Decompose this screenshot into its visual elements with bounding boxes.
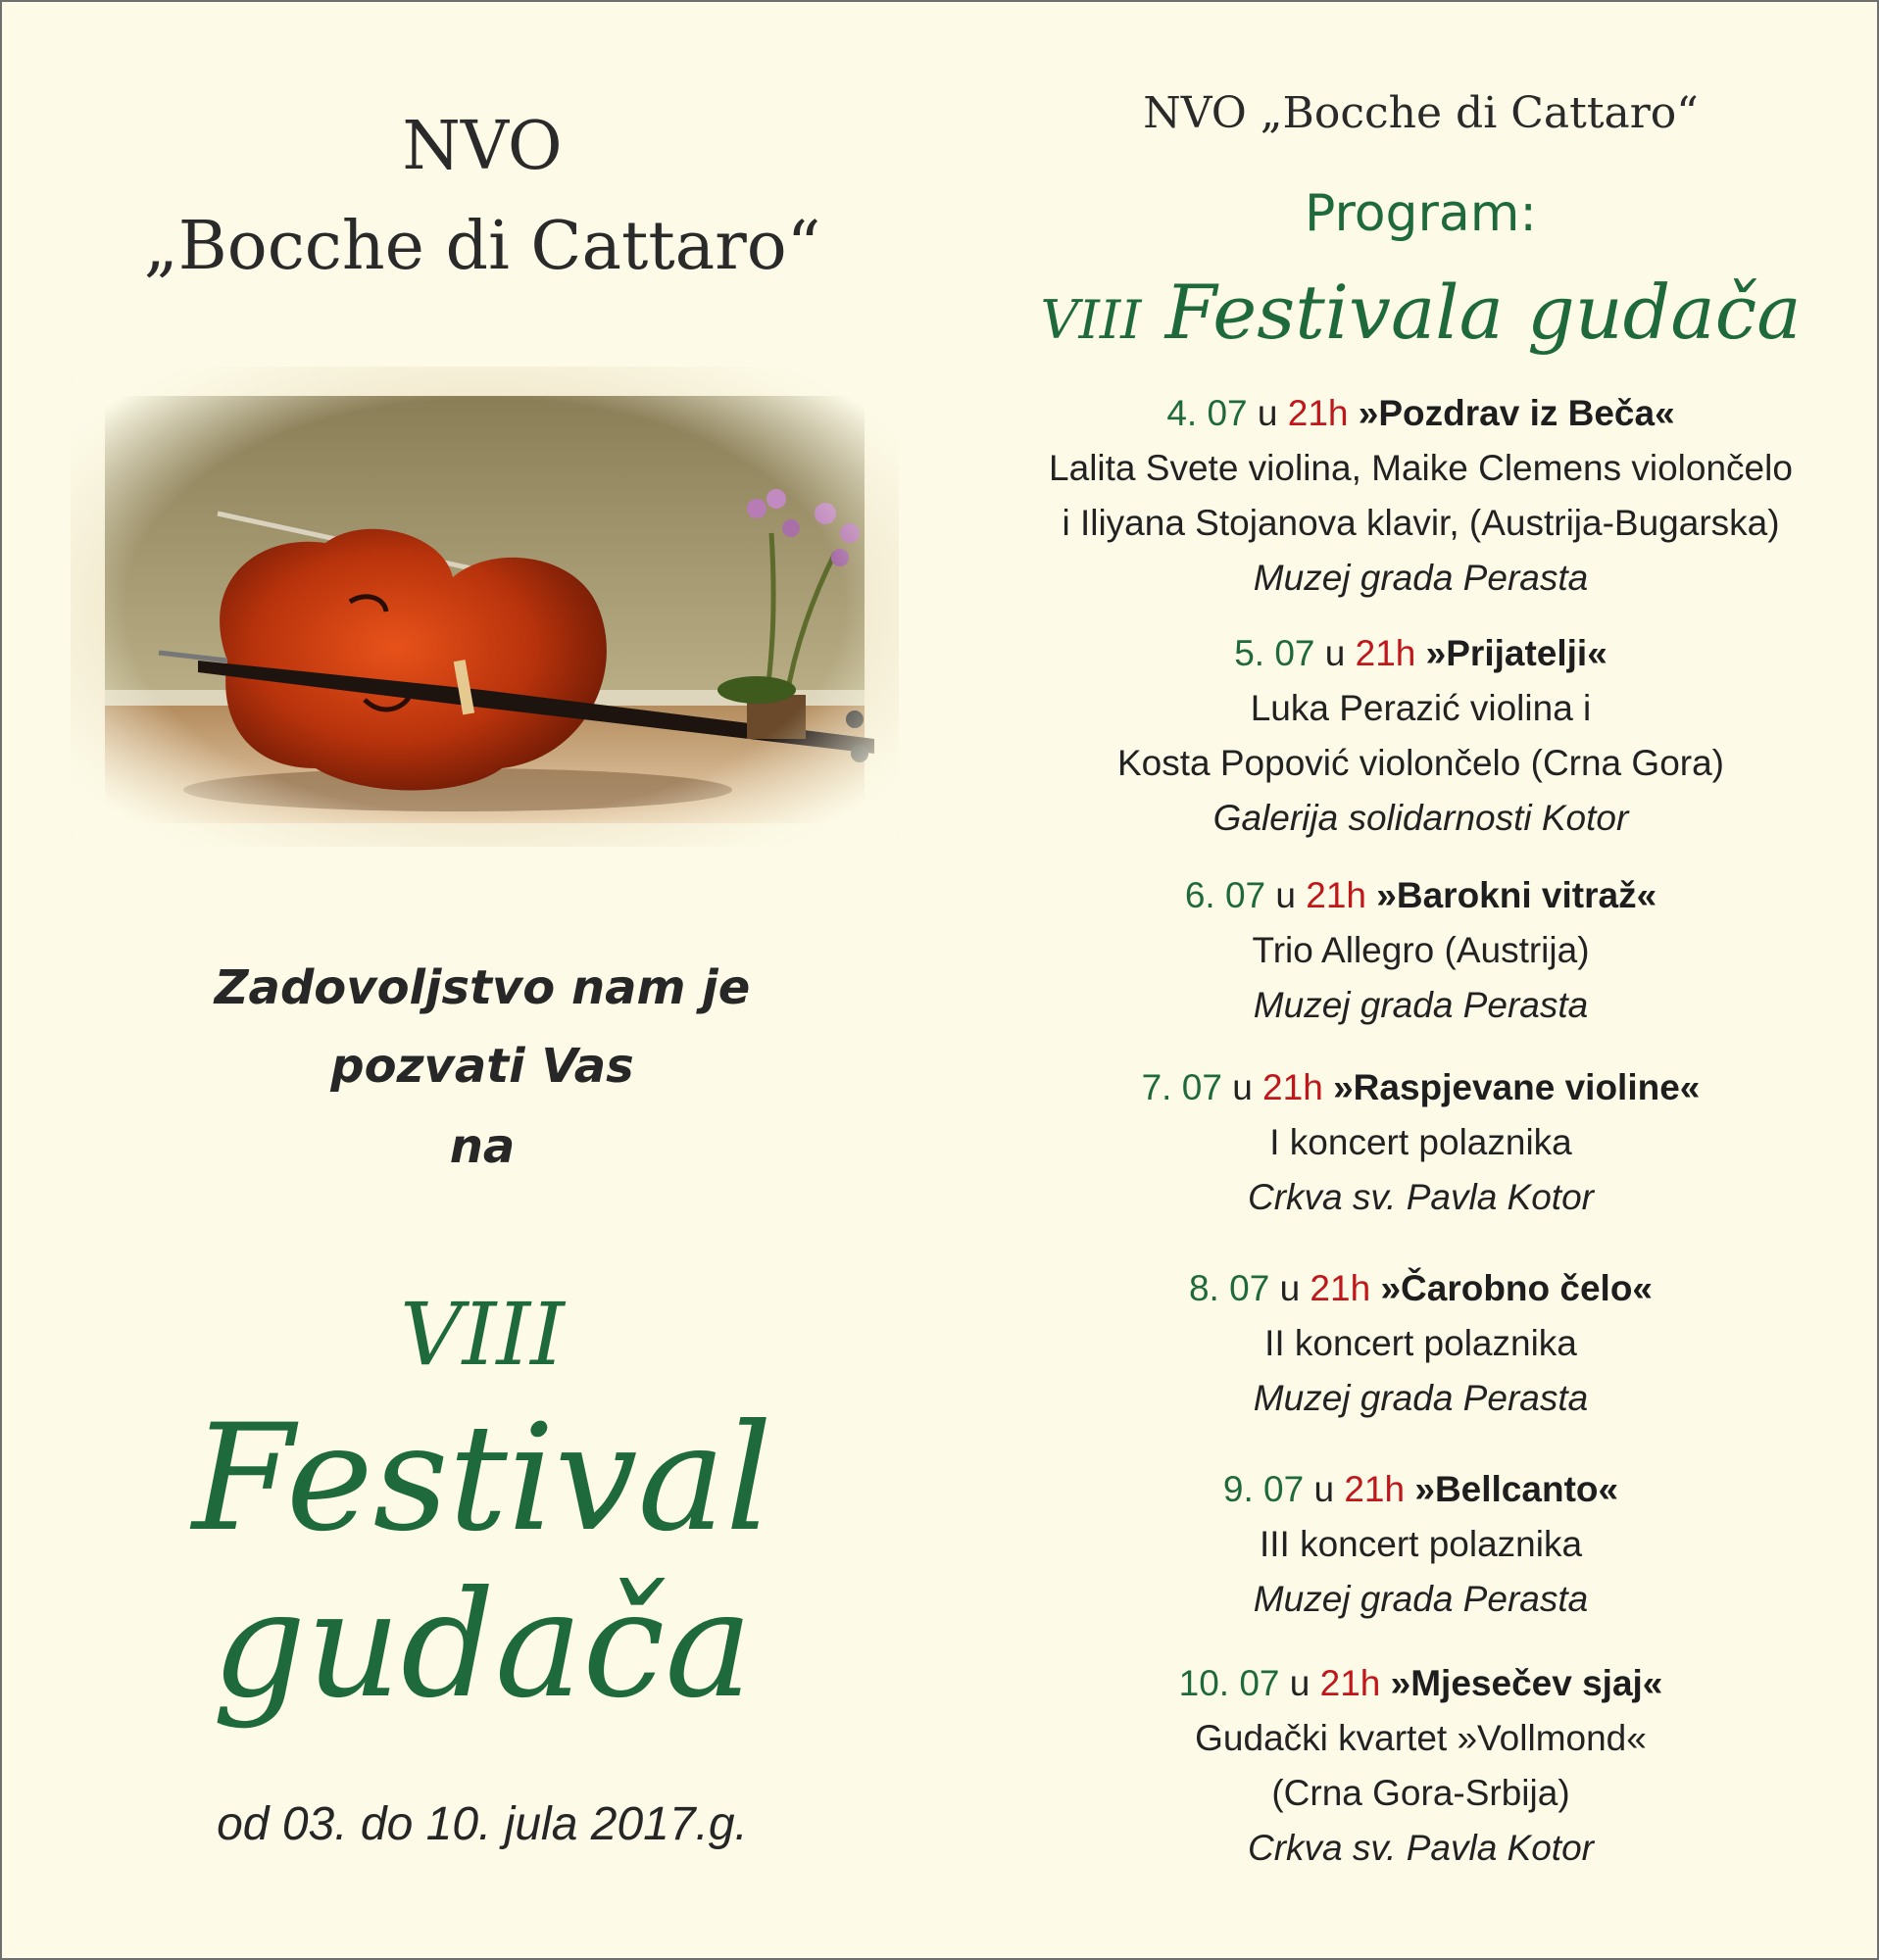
cello-illustration	[71, 367, 899, 847]
program-heading: Program:	[1305, 184, 1537, 243]
event-date: 10. 07	[1178, 1663, 1280, 1703]
event-title: »Barokni vitraž«	[1376, 875, 1657, 915]
event-venue: Muzej grada Perasta	[1253, 1579, 1589, 1619]
organization-name: NVO „Bocche di Cattaro“	[1143, 88, 1699, 138]
event-venue: Galerija solidarnosti Kotor	[1212, 798, 1629, 838]
event-performers: II koncert polaznika	[1264, 1323, 1577, 1363]
event-u: u	[1275, 875, 1296, 915]
event-time: 21h	[1287, 393, 1349, 433]
event-item	[963, 386, 1879, 606]
event-title: »Raspjevane violine«	[1333, 1067, 1701, 1107]
event-venue: Muzej grada Perasta	[1253, 558, 1589, 598]
program-festival-number: VIII	[1040, 289, 1142, 351]
event-time: 21h	[1306, 875, 1367, 915]
event-date: 7. 07	[1141, 1067, 1222, 1107]
event-u: u	[1289, 1663, 1310, 1703]
event-title: »Mjesečev sjaj«	[1390, 1663, 1663, 1703]
event-performers: Trio Allegro (Austrija)	[1252, 930, 1590, 970]
festival-title-line1: Festival	[191, 1394, 773, 1564]
organization-name-line2: „Bocche di Cattaro“	[143, 208, 821, 285]
event-performers: I koncert polaznika	[1269, 1122, 1572, 1162]
event-time: 21h	[1355, 633, 1416, 673]
festival-edition-number: VIII	[400, 1284, 565, 1385]
cello-photo	[71, 367, 899, 847]
event-performers: (Crna Gora-Srbija)	[1271, 1773, 1570, 1813]
event-date: 9. 07	[1222, 1469, 1305, 1509]
invitation-line1: Zadovoljstvo nam je	[214, 960, 751, 1015]
event-u: u	[1232, 1067, 1253, 1107]
cover-panel	[2, 2, 963, 1958]
event-performers: Lalita Svete violina, Maike Clemens violončelo	[1049, 448, 1793, 488]
event-title: »Bellcanto«	[1414, 1469, 1619, 1509]
event-time: 21h	[1310, 1268, 1371, 1308]
program-panel	[963, 2, 1879, 1958]
event-item	[963, 1261, 1879, 1426]
event-header	[963, 868, 1879, 923]
event-time: 21h	[1319, 1663, 1381, 1703]
event-header	[963, 386, 1879, 441]
invitation-line3: na	[449, 1119, 516, 1174]
event-header	[963, 1261, 1879, 1316]
event-header	[963, 1656, 1879, 1711]
event-venue: Crkva sv. Pavla Kotor	[1248, 1177, 1594, 1217]
event-time: 21h	[1262, 1067, 1323, 1107]
festival-dates: od 03. do 10. jula 2017.g.	[217, 1798, 748, 1850]
event-item	[963, 1462, 1879, 1627]
event-date: 5. 07	[1234, 633, 1315, 673]
event-title: »Pozdrav iz Beča«	[1358, 393, 1675, 433]
event-title: »Čarobno čelo«	[1380, 1268, 1654, 1308]
event-u: u	[1279, 1268, 1301, 1308]
event-performers: Kosta Popović violončelo (Crna Gora)	[1116, 743, 1724, 783]
event-venue: Muzej grada Perasta	[1253, 985, 1589, 1025]
event-header	[963, 1462, 1879, 1517]
event-u: u	[1257, 393, 1278, 433]
event-venue: Muzej grada Perasta	[1253, 1378, 1589, 1418]
event-date: 8. 07	[1188, 1268, 1270, 1308]
event-performers: III koncert polaznika	[1259, 1524, 1583, 1564]
event-item	[963, 868, 1879, 1033]
program-festival-name: Festivala gudača	[1164, 269, 1802, 356]
event-date: 4. 07	[1166, 393, 1248, 433]
event-venue: Crkva sv. Pavla Kotor	[1248, 1828, 1594, 1868]
event-title: »Prijatelji«	[1425, 633, 1607, 673]
event-u: u	[1313, 1469, 1335, 1509]
invitation-line2: pozvati Vas	[330, 1039, 634, 1094]
program-festival-title	[963, 269, 1879, 356]
event-item	[963, 626, 1879, 846]
event-u: u	[1324, 633, 1346, 673]
event-header	[963, 626, 1879, 681]
event-performers: Luka Perazić violina i	[1250, 688, 1592, 728]
event-item	[963, 1656, 1879, 1876]
event-item	[963, 1060, 1879, 1225]
festival-title-line2: gudača	[212, 1560, 753, 1731]
event-header	[963, 1060, 1879, 1115]
event-performers: i Iliyana Stojanova klavir, (Austrija-Bugarska)	[1062, 503, 1780, 543]
event-date: 6. 07	[1184, 875, 1266, 915]
event-time: 21h	[1344, 1469, 1406, 1509]
organization-name-line1: NVO	[402, 108, 563, 185]
event-performers: Gudački kvartet »Vollmond«	[1195, 1718, 1647, 1758]
